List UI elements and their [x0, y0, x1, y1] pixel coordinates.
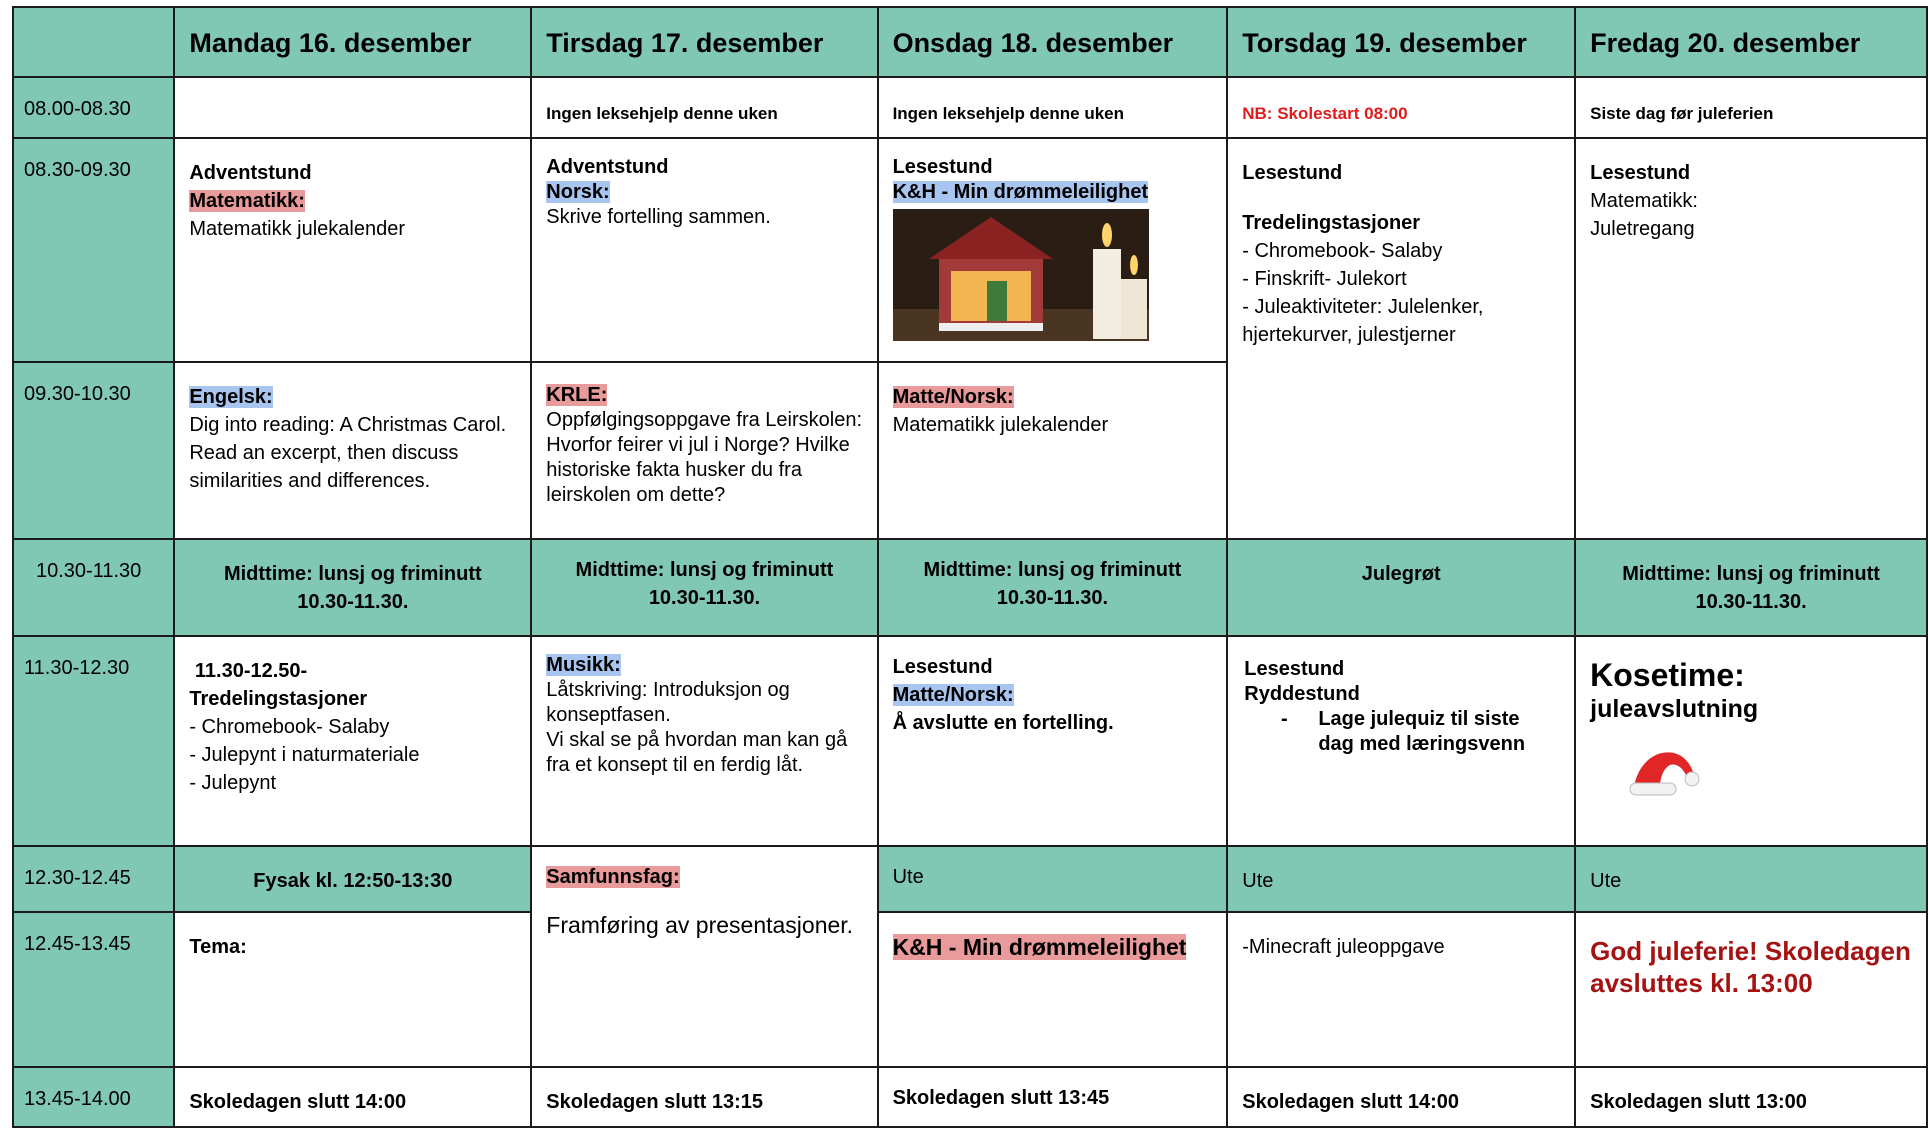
break-time: 10.30-11.30. [297, 591, 409, 613]
activity-title: Lesestund [1244, 658, 1345, 680]
cell-tue-1345: Skoledagen slutt 13:15 [531, 1067, 877, 1127]
activity-text: Dig into reading: A Christmas Carol. Read an excerpt, then discuss similarities and differences. [189, 414, 507, 492]
cell-tue-1230 [531, 846, 877, 1067]
cell-wed-1130 [878, 636, 1228, 846]
cell-tue-0830 [531, 138, 877, 362]
break-time: 10.30-11.30. [996, 587, 1109, 609]
subject-label: Engelsk: [189, 386, 273, 408]
activity-subtitle: Tredelingstasjoner [1242, 212, 1421, 234]
cell-thu-1130 [1227, 636, 1575, 846]
list-item: - Finskrift- Julekort [1242, 268, 1407, 290]
break-label: Midttime: lunsj og friminutt [923, 559, 1182, 581]
activity-text: Juletregang [1590, 218, 1695, 240]
cell-thu-1345: Skoledagen slutt 14:00 [1227, 1067, 1575, 1127]
subject-label: Matte/Norsk: [892, 684, 1014, 706]
activity-subtitle: juleavslutning [1590, 695, 1759, 723]
day-header-tuesday: Tirsdag 17. desember [531, 7, 877, 77]
break-time: 10.30-11.30. [648, 587, 761, 609]
activity-subtitle: Tredelingstasjoner [189, 688, 368, 710]
cell-wed-1230: Ute [878, 846, 1228, 912]
activity-text: Å avslutte en fortelling. [892, 712, 1114, 734]
activity-title: Kosetime: [1590, 657, 1745, 693]
subject-label: KRLE: [546, 384, 608, 406]
day-header-friday: Fredag 20. desember [1575, 7, 1927, 77]
list-item: - Chromebook- Salaby [189, 716, 390, 738]
cell-mon-1230: Fysak kl. 12:50-13:30 [174, 846, 531, 912]
subject-label: K&H - Min drømmeleilighet [892, 934, 1187, 960]
cell-fri-1245: God juleferie! Skoledagen avsluttes kl. 13:00 [1575, 912, 1927, 1067]
cell-thu-0830 [1227, 138, 1575, 539]
subject-label: Samfunnsfag: [546, 866, 680, 888]
cell-mon-0830 [174, 138, 531, 362]
time-slot: 10.30-11.30 [13, 539, 174, 636]
activity-text: Skrive fortelling sammen. [546, 206, 771, 228]
cell-mon-0800 [174, 77, 531, 138]
activity-title: Lesestund [892, 156, 993, 178]
cell-wed-1245 [878, 912, 1228, 1067]
cell-wed-1030 [878, 539, 1228, 636]
activity-text: Låtskriving: Introduksjon og konseptfasen. [546, 679, 790, 726]
cell-wed-1345: Skoledagen slutt 13:45 [878, 1067, 1228, 1127]
activity-text: Framføring av presentasjoner. [546, 912, 854, 938]
cell-wed-0930 [878, 362, 1228, 539]
cell-mon-1130 [174, 636, 531, 846]
cell-fri-1130 [1575, 636, 1927, 846]
activity-title: Lesestund [892, 656, 993, 678]
list-item: - Julepynt [189, 772, 277, 794]
activity-subtitle: Ryddestund [1244, 683, 1360, 705]
activity-text: Matematikk julekalender [189, 218, 405, 240]
cell-fri-1230: Ute [1575, 846, 1927, 912]
list-item: - Juleaktiviteter: Julelenker, hjertekurver, julestjerner [1242, 296, 1484, 346]
time-slot: 12.30-12.45 [13, 846, 174, 912]
list-item: - Julepynt i naturmateriale [189, 744, 420, 766]
time-slot: 08.00-08.30 [13, 77, 174, 138]
cell-fri-0800: Siste dag før juleferien [1575, 77, 1927, 138]
activity-title: Lesestund [1242, 162, 1343, 184]
cell-fri-0830 [1575, 138, 1927, 539]
cell-wed-0830 [878, 138, 1228, 362]
cell-tue-0800: Ingen leksehjelp denne uken [531, 77, 877, 138]
subject-label: Musikk: [546, 654, 621, 676]
cell-tue-1030 [531, 539, 877, 636]
day-header-thursday: Torsdag 19. desember [1227, 7, 1575, 77]
christmas-house-image [893, 209, 1149, 341]
time-slot: 12.45-13.45 [13, 912, 174, 1067]
cell-fri-1345: Skoledagen slutt 13:00 [1575, 1067, 1927, 1127]
activity-text: Matematikk julekalender [892, 414, 1109, 436]
activity-title: 11.30-12.50- [189, 660, 308, 682]
bullet: - [1280, 708, 1288, 730]
cell-wed-0800: Ingen leksehjelp denne uken [878, 77, 1228, 138]
cell-fri-1030 [1575, 539, 1927, 636]
cell-mon-1245: Tema: [174, 912, 531, 1067]
day-header-wednesday: Onsdag 18. desember [878, 7, 1228, 77]
cell-thu-1030: Julegrøt [1227, 539, 1575, 636]
time-slot: 13.45-14.00 [13, 1067, 174, 1127]
cell-thu-1245: -Minecraft juleoppgave [1227, 912, 1575, 1067]
santa-hat-icon [1626, 741, 1702, 801]
timetable [12, 6, 1928, 1128]
break-time: 10.30-11.30. [1695, 591, 1807, 613]
break-label: Midttime: lunsj og friminutt [1622, 563, 1880, 585]
cell-thu-0800: NB: Skolestart 08:00 [1227, 77, 1575, 138]
activity-text: Oppfølgingsoppgave fra Leirskolen: Hvorfor feirer vi jul i Norge? Hvilke historiske fakta husker du fra leirskolen om dette? [546, 409, 863, 506]
list-item: - Chromebook- Salaby [1242, 240, 1443, 262]
cell-mon-0930 [174, 362, 531, 539]
time-slot: 08.30-09.30 [13, 138, 174, 362]
cell-mon-1345: Skoledagen slutt 14:00 [174, 1067, 531, 1127]
time-slot: 11.30-12.30 [13, 636, 174, 846]
cell-thu-1230: Ute [1227, 846, 1575, 912]
cell-mon-1030 [174, 539, 531, 636]
cell-tue-0930 [531, 362, 877, 539]
activity-text: Vi skal se på hvordan man kan gå fra et konsept til en ferdig låt. [546, 729, 848, 776]
subject-label: Matte/Norsk: [892, 386, 1014, 408]
break-label: Midttime: lunsj og friminutt [223, 563, 482, 585]
subject-label: Norsk: [546, 181, 610, 203]
subject-label: Matematikk: [189, 190, 305, 212]
activity-title: Adventstund [189, 162, 312, 184]
cell-tue-1130 [531, 636, 877, 846]
activity-title: Lesestund [1590, 162, 1691, 184]
list-item: Lage julequiz til siste dag med læringsvenn [1318, 708, 1526, 755]
subject-label: K&H - Min drømmeleilighet [892, 181, 1149, 203]
corner-cell [13, 7, 174, 77]
activity-title: Adventstund [546, 156, 669, 178]
activity-text: Matematikk: [1590, 190, 1698, 212]
time-slot: 09.30-10.30 [13, 362, 174, 539]
day-header-monday: Mandag 16. desember [174, 7, 531, 77]
break-label: Midttime: lunsj og friminutt [575, 559, 834, 581]
